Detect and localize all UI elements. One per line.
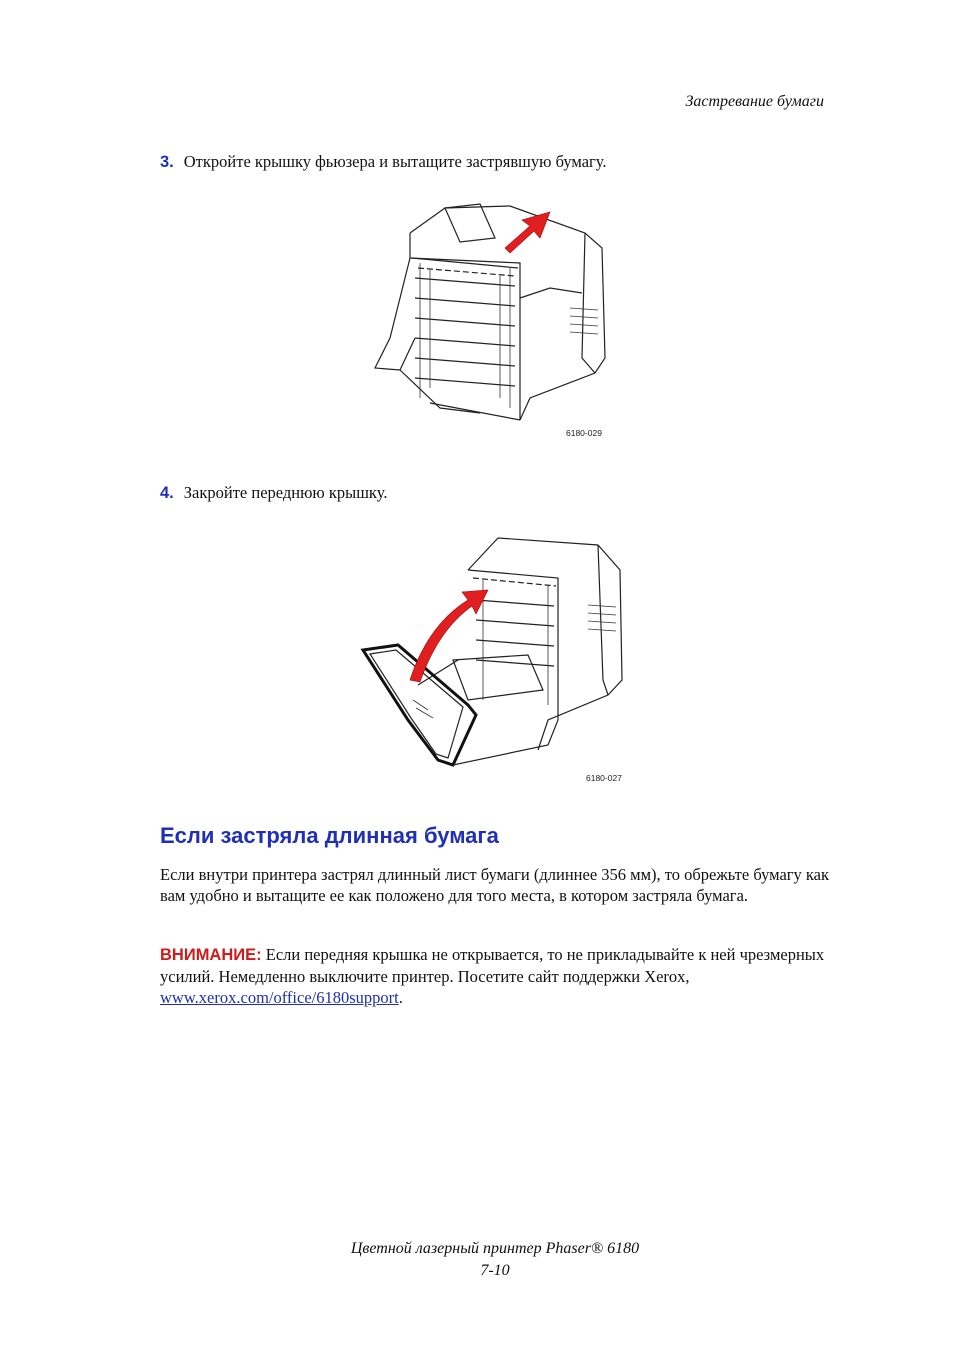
step-3-text: Откройте крышку фьюзера и вытащите застрявшую бумагу. bbox=[183, 152, 607, 171]
section-paragraph: Если внутри принтера застрял длинный лист бумаги (длиннее 356 мм), то обрежьте бумагу как вам удобно и вытащите ее как положено для того места, в котором застряла бумага. bbox=[160, 865, 830, 905]
section-title: Если застряла длинная бумага bbox=[160, 823, 499, 848]
warning-text: Если передняя крышка не открывается, то не прикладывайте к ней чрезмерных усилий. Немедленно выключите принтер. Посетите сайт поддержки Xerox, bbox=[160, 945, 825, 986]
support-link[interactable]: www.xerox.com/office/6180support bbox=[160, 988, 399, 1007]
page-number: 7-10 bbox=[480, 1262, 510, 1279]
footer-title: Цветной лазерный принтер Phaser® 6180 bbox=[350, 1240, 640, 1257]
step-4-text: Закройте переднюю крышку. bbox=[183, 483, 388, 502]
warning-tail: . bbox=[398, 988, 403, 1007]
step-4 bbox=[160, 483, 387, 503]
step-3-number: 3. bbox=[160, 153, 174, 171]
curved-arrow-icon bbox=[410, 590, 488, 682]
figure-close-front-cover bbox=[358, 530, 628, 775]
figure-open-fuser-cover bbox=[370, 198, 620, 423]
figure-code-029: 6180-029 bbox=[566, 428, 602, 438]
step-3 bbox=[160, 152, 607, 172]
warning-label: ВНИМАНИЕ: bbox=[160, 946, 262, 964]
warning-paragraph bbox=[160, 944, 840, 1008]
arrow-icon bbox=[505, 212, 550, 253]
step-4-number: 4. bbox=[160, 484, 174, 502]
figure-code-027: 6180-027 bbox=[586, 773, 622, 783]
running-header: Застревание бумаги bbox=[685, 93, 824, 110]
